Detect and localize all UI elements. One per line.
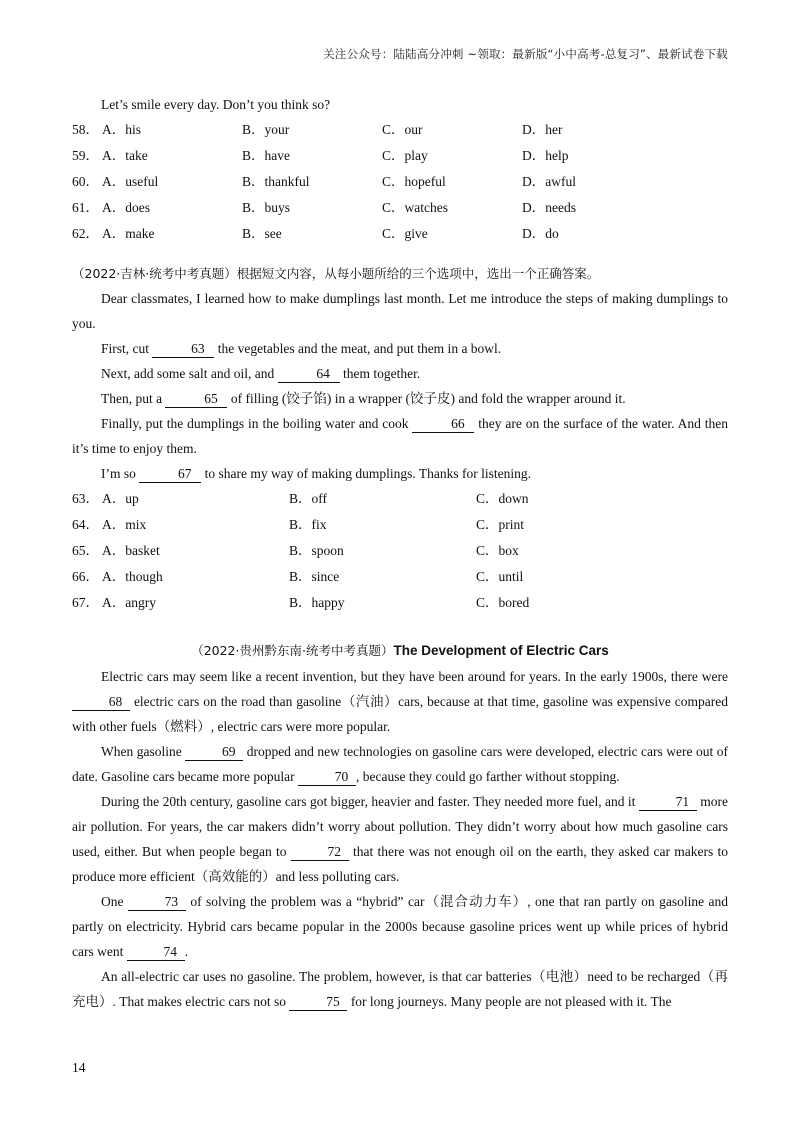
option-d: D．needs (522, 200, 576, 215)
section-source: （2022·贵州黔东南·统考中考真题） (191, 643, 394, 658)
option-a: A．his (102, 122, 142, 137)
option-b: B．your (242, 122, 290, 137)
answer-blank: 73 (128, 893, 186, 911)
passage-line-66 (72, 411, 728, 461)
option-c: C．play (382, 148, 428, 163)
answer-blank: 71 (639, 793, 697, 811)
option-a: A．does (102, 200, 150, 215)
option-row-66: 66． A．though B．since C．until (72, 564, 728, 590)
option-d: D．awful (522, 174, 576, 189)
passage-paragraph-3 (72, 789, 728, 889)
passage-paragraph-5 (72, 964, 728, 1014)
text-segment: An all-electric car uses no gasoline. The problem, however, is that car batteries（电池）need to be recharged（再充电）. That makes electric cars not so (72, 969, 728, 1009)
option-c: C．our (382, 122, 423, 137)
answer-blank: 69 (185, 743, 243, 761)
option-b: B．thankful (242, 174, 310, 189)
option-a: A．basket (102, 543, 160, 558)
answer-blank: 67 (139, 465, 201, 483)
passage-line-65 (72, 386, 728, 411)
text-segment: Next, add some salt and oil, and (101, 366, 278, 381)
option-b: B．happy (289, 595, 345, 610)
option-c: C．print (476, 517, 525, 532)
option-row-63: 63． A．up B．off C．down (72, 486, 728, 512)
text-segment: Electric cars may seem like a recent invention, but they have been around for years. In the early 1900s, there were (101, 669, 728, 684)
text-segment: One (101, 894, 128, 909)
text-segment: to share my way of making dumplings. Thanks for listening. (201, 466, 531, 481)
section-title (72, 638, 728, 664)
passage-paragraph-1 (72, 664, 728, 739)
answer-blank: 70 (298, 768, 356, 786)
passage-title: The Development of Electric Cars (393, 643, 609, 658)
option-row-67: 67． A．angry B．happy C．bored (72, 590, 728, 616)
option-d: D．help (522, 148, 569, 163)
option-b: B．fix (289, 517, 327, 532)
text-segment: During the 20th century, gasoline cars got bigger, heavier and faster. They needed more fuel, and it (101, 794, 639, 809)
passage-line-67 (72, 461, 728, 486)
text-segment: that there was not enough oil on the earth, they asked car makers to produce more efficient（高效能的）and less polluting cars. (72, 844, 728, 884)
option-row-58: 58． A．his B．your C．our D．her (72, 117, 728, 143)
option-a: A．though (102, 569, 163, 584)
passage-line-63 (72, 336, 728, 361)
text-segment: for long journeys. Many people are not pleased with it. The (347, 994, 672, 1009)
text-segment: , because they could go farther without stopping. (356, 769, 620, 784)
option-c: C．down (476, 491, 529, 506)
text-segment: First, cut (101, 341, 153, 356)
option-row-61: 61． A．does B．buys C．watches D．needs (72, 195, 728, 221)
passage-paragraph: Dear classmates, I learned how to make dumplings last month. Let me introduce the steps of making dumplings to you. (72, 291, 728, 331)
text-segment: they are on the surface of the water. And then it’s time to enjoy them. (72, 416, 728, 456)
option-b: B．buys (242, 200, 291, 215)
passage-paragraph-4 (72, 889, 728, 964)
passage-paragraph-2 (72, 739, 728, 789)
section-instruction: （2022·吉林·统考中考真题）根据短文内容，从每小题所给的三个选项中，选出一个正确答案。 (72, 266, 600, 281)
option-c: C．hopeful (382, 174, 446, 189)
answer-blank: 68 (72, 693, 130, 711)
option-row-65: 65． A．basket B．spoon C．box (72, 538, 728, 564)
answer-blank: 75 (289, 993, 347, 1011)
option-c: C．box (476, 543, 519, 558)
option-row-60: 60． A．useful B．thankful C．hopeful D．awful (72, 169, 728, 195)
option-c: C．give (382, 226, 428, 241)
text-segment: them together. (339, 366, 421, 381)
answer-blank: 72 (291, 843, 349, 861)
answer-blank: 65 (165, 390, 227, 408)
option-c: C．bored (476, 595, 530, 610)
document-body (72, 92, 728, 1014)
text-segment: Then, put a (101, 391, 166, 406)
text-segment: . (184, 944, 189, 959)
options-58-62 (72, 117, 728, 247)
text-segment: more air pollution. For years, the car makers didn’t worry about pollution. They didn’t worry about how much gasoline cars used, either. But when people began to (72, 794, 728, 859)
text-segment: I’m so (101, 466, 140, 481)
text-segment: of solving the problem was a “hybrid” car（混合动力车）, one that ran partly on gasoline and partly on electricity. Hybrid cars became popular in the 2000s because gasoline prices went up while prices of hybrid cars went (72, 894, 729, 959)
option-a: A．make (102, 226, 155, 241)
option-row-62: 62． A．make B．see C．give D．do (72, 221, 728, 247)
passage-line-64 (72, 361, 728, 386)
option-b: B．off (289, 491, 328, 506)
intro-line: Let’s smile every day. Don’t you think so? (101, 97, 331, 112)
text-segment: electric cars on the road than gasoline（汽油）cars, because at that time, gasoline was expensive compared with other fuels（燃料）, electric cars were more popular. (72, 694, 728, 734)
option-row-64: 64． A．mix B．fix C．print (72, 512, 728, 538)
option-d: D．her (522, 122, 563, 137)
option-a: A．useful (102, 174, 159, 189)
answer-blank: 63 (152, 340, 214, 358)
options-63-67 (72, 486, 728, 616)
option-a: A．mix (102, 517, 147, 532)
option-a: A．up (102, 491, 139, 506)
page-header: 关注公众号：陆陆高分冲刺 ~领取：最新版“小中高考-总复习”、最新试卷下载 (323, 47, 728, 61)
text-segment: the vegetables and the meat, and put them in a bowl. (214, 341, 502, 356)
option-c: C．watches (382, 200, 448, 215)
text-segment: dropped and new technologies on gasoline cars were developed, electric cars were out of date. Gasoline cars became more popular (72, 744, 728, 784)
option-b: B．have (242, 148, 290, 163)
page-number: 14 (72, 1060, 86, 1075)
text-segment: of filling (饺子馅) in a wrapper (饺子皮) and fold the wrapper around it. (227, 391, 626, 406)
answer-blank: 64 (278, 365, 340, 383)
option-d: D．do (522, 226, 559, 241)
answer-blank: 66 (412, 415, 474, 433)
option-row-59: 59． A．take B．have C．play D．help (72, 143, 728, 169)
text-segment: Finally, put the dumplings in the boiling water and cook (101, 416, 413, 431)
answer-blank: 74 (127, 943, 185, 961)
text-segment: When gasoline (101, 744, 186, 759)
option-c: C．until (476, 569, 524, 584)
option-a: A．take (102, 148, 148, 163)
option-b: B．see (242, 226, 282, 241)
option-a: A．angry (102, 595, 156, 610)
option-b: B．since (289, 569, 340, 584)
option-b: B．spoon (289, 543, 344, 558)
